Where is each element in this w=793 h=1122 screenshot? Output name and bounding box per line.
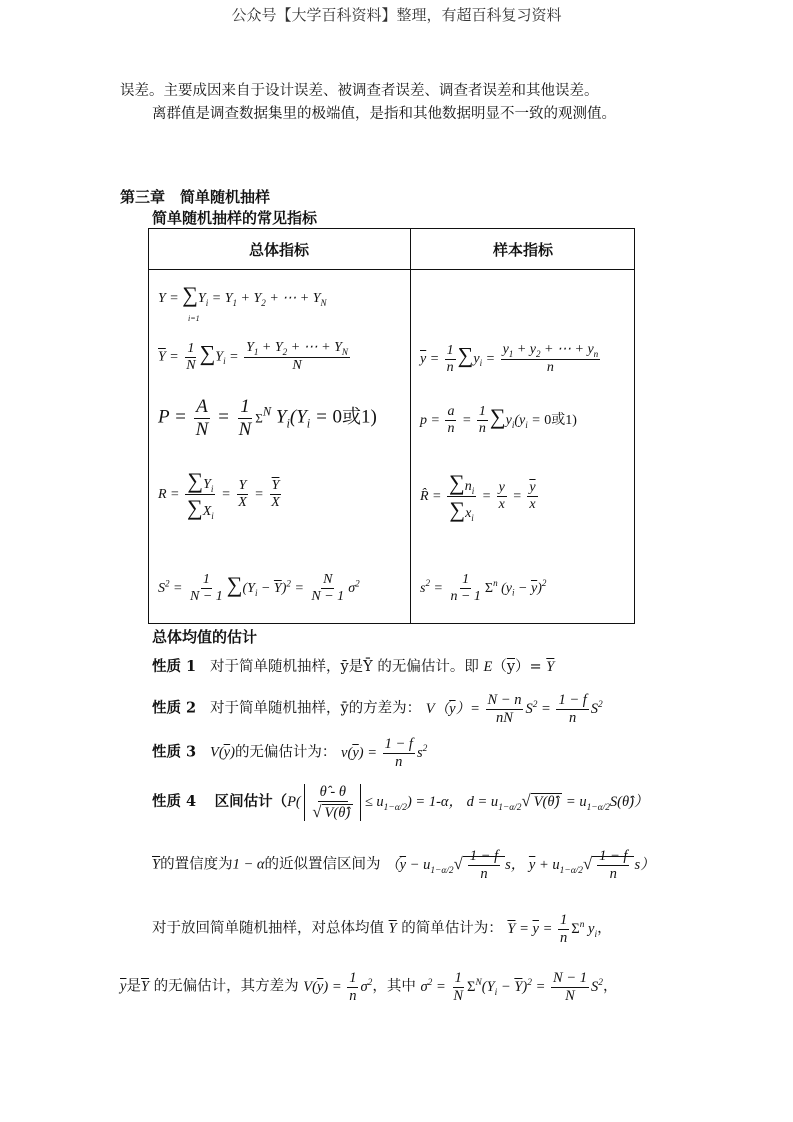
replacement-line-2: $\overline{y}$是$\overline{Y}$ 的无偏估计，其方差为 $V(\overline{y})$ = $\frac{1}{n}$ $\sigma^2$，其中 $\sigma^2$ = $\frac{1}{N}$ $\Sigma^N(Y_i - \overline{Y})^2$ = $\frac{N - 1}{N}$ $S^2$， [120, 970, 618, 1004]
formula-sample-proportion: p = $\frac{a}{n}$ = $\frac{1}{n}$ $\sum y_i(y_i = 0$或1) [420, 404, 577, 437]
formula-sample-mean: $\overline{y}$ = $\frac{1}{n}$ $\sum y_i$ = $\frac{y_1 + y_2 + \cdots + y_n}{n}$ [420, 342, 599, 376]
property-2: 性质 2 对于简单随机抽样，ȳ的方差为： $V(\overline{y})=$ $\frac{N - n}{nN}$ $S^2$ = $\frac{1 - f}{n}$ $S^2$ [152, 692, 603, 726]
property-3-text: 的无偏估计为： [234, 744, 337, 761]
replacement-text-1: 对于放回简单随机抽样，对总体均值 [152, 920, 384, 937]
intro-line-1: 误差。主要成因来自于设计误差、被调查者误差、调查者误差和其他误差。 [120, 83, 599, 99]
formula-sample-ratio: R̂ = $\frac{\sum n_i}{\sum x_i}$ = $\frac{y}{x}$ = $\frac{\overline{y}}{x}$ [420, 470, 536, 524]
page-header: 公众号【大学百科资料】整理，有超百科复习资料 [231, 6, 562, 24]
property-1-text: 对于简单随机抽样，ȳ是Ȳ 的无偏估计。即 [209, 659, 479, 675]
replacement-line-1: 对于放回简单随机抽样，对总体均值 $\overline{Y}$ 的简单估计为： $\overline{Y} = \overline{y}$ = $\frac{1}{n}$ $\Sigma^n$ $y_i$， [152, 912, 612, 946]
ci-line: $\overline{Y}$的置信度为1 − α的近似置信区间为 （$\overline{y} - u_{1-\alpha/2}√$ $\frac{1 - f}{n}$ s， $\overline{y} + u_{1-\alpha/2}√$ $\frac{1 - f}{n}$ s） [152, 848, 655, 882]
formula-pop-proportion: P = $\frac{A}{N}$ = $\frac{1}{N}$ $\Sigma^N$ $Y_i(Y_i = 0$或1) [158, 396, 377, 440]
property-4-label: 性质 4 [152, 793, 197, 810]
property-2-label: 性质 2 [152, 699, 197, 717]
formula-pop-ratio: R = $\frac{\sum Y_i}{\sum X_i}$ = $\frac{Y}{X}$ = $\frac{\overline{Y}}{X}$ [158, 468, 280, 522]
table-header-sample: 样本指标 [492, 241, 553, 259]
ci-text-1: 的置信度为 [160, 856, 233, 873]
formula-sample-variance: $s^2$ = $\frac{1}{n - 1}$ $\Sigma^n$ $(y_i - \overline{y})^2$ [420, 572, 547, 605]
formula-pop-total: $Y = \sum Y_i = Y_1 + Y_2$ + ⋯ + $Y_N$ i=1 [158, 282, 327, 323]
replacement-text-2: 的简单估计为： [401, 920, 503, 937]
property-1-label: 性质 1 [152, 658, 197, 675]
table-header-population: 总体指标 [248, 241, 309, 259]
replacement-text-5: ，其中 [372, 978, 416, 995]
mean-estimation-title: 总体均值的估计 [152, 628, 258, 646]
formula-pop-mean: $\overline{Y}$ = $\frac{1}{N}$ $\sum Y_i$ = $\frac{Y_1 + Y_2 + \cdots + Y_N}{N}$ [158, 340, 348, 374]
property-4: 性质 4 区间估计（P( $\frac{\thetâ - \theta}{√ V(\thetâ)}$ ≤ $u_{1-\alpha/2}) = 1-\alpha$， $d = u_{1-\alpha/2}√$ V(θ̂) = $u_{1-\alpha/2}S(\thetâ)$） [152, 784, 649, 821]
chapter-subtitle: 简单随机抽样的常见指标 [152, 209, 318, 227]
property-4-text: 区间估计（ [214, 793, 288, 810]
indicator-table [148, 228, 635, 624]
replacement-text-4: 的无偏估计，其方差为 [153, 978, 299, 995]
property-3: 性质 3 $V(\overline{y})$的无偏估计为： $v(\overline{y})$ = $\frac{1 - f}{n}$ $s^2$ [152, 736, 428, 770]
property-1: 性质 1 对于简单随机抽样，ȳ是Ȳ 的无偏估计。即 $E(\overline{y})= \overline{Y}$ [152, 658, 555, 675]
chapter-title: 第三章 简单随机抽样 [120, 188, 271, 206]
property-3-label: 性质 3 [152, 743, 197, 761]
replacement-text-3: 是 [126, 978, 141, 995]
property-2-text: 对于简单随机抽样，ȳ的方差为： [209, 700, 422, 717]
intro-line-2: 离群值是调查数据集里的极端值，是指和其他数据明显不一致的观测值。 [152, 106, 616, 122]
formula-pop-variance: $S^2$ = $\frac{1}{N - 1}$ $\sum(Y_i - \overline{Y})^2$ = $\frac{N}{N - 1}$ $\sigma^2$ [158, 572, 360, 605]
ci-text-2: 的近似置信区间为 [264, 856, 381, 873]
